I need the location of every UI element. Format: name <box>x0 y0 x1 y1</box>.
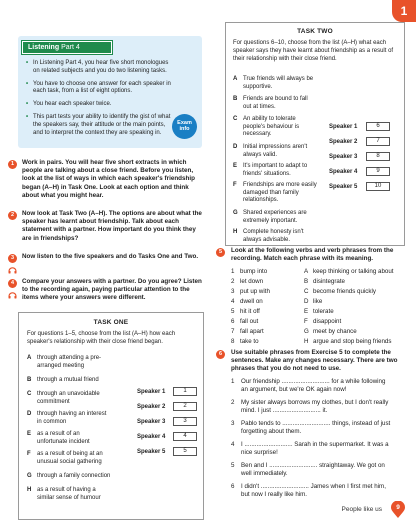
exercise-6-text: Use suitable phrases from Exercise 5 to complete the sentences. Make any changes necessary. There are two phrases that you do not need to use. <box>231 349 398 373</box>
match-right-letter: G <box>304 328 309 335</box>
info-bullet: • This part tests your ability to identify the gist of what the speakers say, their attitude or the main points, and to interpret the context they are speaking in. <box>26 114 174 137</box>
match-left-num: 7 <box>231 328 235 335</box>
match-left-phrase: dwell on <box>240 298 263 305</box>
match-right-letter: H <box>304 338 309 345</box>
task-one-title: TASK ONE <box>93 319 129 326</box>
exam-info-list <box>26 60 174 142</box>
match-left-num: 1 <box>231 268 235 275</box>
task-one-answer-box[interactable]: 1 <box>173 387 197 396</box>
matching-list <box>231 268 407 346</box>
info-bullet: • In Listening Part 4, you hear five short monologues on related subjects and you do two listening tasks. <box>26 60 174 76</box>
match-left-num: 4 <box>231 298 235 305</box>
match-left-num: 2 <box>231 278 235 285</box>
task-two-answer-box[interactable]: 6 <box>366 122 390 131</box>
exam-info-line1: Exam <box>177 120 192 126</box>
match-right-letter: D <box>304 298 309 305</box>
exercise-4-text: Compare your answers with a partner. Do you agree? Listen to the recording again, paying particular attention to the items where your answers were different. <box>22 278 202 302</box>
task-two-answer-box[interactable]: 7 <box>366 137 390 146</box>
info-bullet: • You have to choose one answer for each speaker in each task, from a list of eight options. <box>26 81 174 97</box>
task-one-box: TASK ONE For questions 1–5, choose from the list (A–H) how each speaker's relationship with their close friend began. A through attending a pre-arranged meeting B through a mutual friend C through an unavoidable commitment D through having an interest in common E as a result of an unfortunate incident F as a result of being at an unusual social gathering G through a family connection H as a result of having a similar sense of humour Speaker 1 1 Speaker 2 2 Speaker 3 3 Speaker 4 4 Speaker 5 5 <box>18 312 204 520</box>
exercise-2-text: Now look at Task Two (A–H). The options are about what the speaker has learnt about friendship. Talk about each statement with a partner. How important do you think they are in friendships? <box>22 210 202 242</box>
task-one-speaker-label: Speaker 4 <box>137 434 166 440</box>
match-right-meaning: keep thinking or talking about <box>313 268 394 275</box>
task-two-title: TASK TWO <box>297 28 333 35</box>
task-one-answer-box[interactable]: 5 <box>173 447 197 456</box>
exercise-number-3: 3 <box>8 254 17 263</box>
match-left-phrase: fall apart <box>240 328 264 335</box>
match-right-letter: B <box>304 278 309 285</box>
task-two-answer-box[interactable]: 8 <box>366 152 390 161</box>
exam-info-line2: info <box>179 126 190 133</box>
task-two-speaker-label: Speaker 2 <box>329 139 358 145</box>
task-one-instruction: For questions 1–5, choose from the list (A–H) how each speaker's relationship with their close friend began. <box>27 331 176 345</box>
headphones-icon[interactable] <box>8 291 17 299</box>
match-right-meaning: argue and stop being friends <box>313 338 392 345</box>
task-one-speaker-label: Speaker 1 <box>137 389 166 395</box>
task-one-answer-box[interactable]: 2 <box>173 402 197 411</box>
match-left-num: 3 <box>231 288 235 295</box>
task-one-answer-box[interactable]: 4 <box>173 432 197 441</box>
exercise-5-text: Look at the following verbs and verb phrases from the recording. Match each phrase with its meaning. <box>231 247 394 263</box>
match-right-meaning: disappoint <box>313 318 342 325</box>
exercise-number-4: 4 <box>8 279 17 288</box>
task-two-speaker-label: Speaker 5 <box>329 184 358 190</box>
listening-title: Listening <box>28 44 60 51</box>
match-left-phrase: take to <box>240 338 259 345</box>
match-right-letter: C <box>304 288 309 295</box>
task-two-answer-box[interactable]: 9 <box>366 167 390 176</box>
footer-unit-title: People like us <box>341 505 382 513</box>
task-two-instruction: For questions 6–10, choose from the list (A–H) what each speaker says they have learnt about friendship as a result of their relationship with their close friend. <box>233 40 394 62</box>
match-right-letter: A <box>304 268 309 275</box>
page-number: 9 <box>396 503 400 511</box>
exercise-number-6: 6 <box>216 350 225 359</box>
match-right-meaning: tolerate <box>313 308 334 315</box>
exercise-number-5: 5 <box>216 248 225 257</box>
match-right-meaning: disintegrate <box>313 278 345 285</box>
match-left-phrase: fall out <box>240 318 259 325</box>
match-left-phrase: put up with <box>240 288 270 295</box>
headphones-icon[interactable] <box>8 266 17 274</box>
exercise-3-text: Now listen to the five speakers and do Tasks One and Two. <box>22 253 199 260</box>
match-left-num: 8 <box>231 338 235 345</box>
match-right-meaning: meet by chance <box>313 328 357 335</box>
match-left-phrase: hit it off <box>240 308 260 315</box>
exam-info-badge[interactable] <box>172 114 197 139</box>
task-two-content <box>225 22 405 64</box>
task-one-speaker-label: Speaker 3 <box>137 419 166 425</box>
task-one-speaker-label: Speaker 2 <box>137 404 166 410</box>
task-two-speaker-label: Speaker 1 <box>329 124 358 130</box>
match-left-num: 5 <box>231 308 235 315</box>
exercise-number-1: 1 <box>8 160 17 169</box>
unit-number-badge: 1 <box>392 0 416 22</box>
match-right-meaning: like <box>313 298 323 305</box>
exercise-number-2: 2 <box>8 211 17 220</box>
match-left-phrase: let down <box>240 278 264 285</box>
task-one-speaker-label: Speaker 5 <box>137 449 166 455</box>
task-one-answer-box[interactable]: 3 <box>173 417 197 426</box>
match-right-letter: F <box>304 318 308 325</box>
match-right-meaning: become friends quickly <box>313 288 376 295</box>
match-left-num: 6 <box>231 318 235 325</box>
info-bullet: • You hear each speaker twice. <box>26 101 174 109</box>
listening-part-number: Part 4 <box>61 44 80 51</box>
task-two-speaker-label: Speaker 4 <box>329 169 358 175</box>
task-two-answer-box[interactable]: 10 <box>366 182 390 191</box>
listening-part-header <box>22 41 112 54</box>
task-two-speaker-label: Speaker 3 <box>329 154 358 160</box>
match-right-letter: E <box>304 308 309 315</box>
exercise-1-text: Work in pairs. You will hear five short extracts in which people are talking about a close friend. Before you listen, look at the list of ways in which each speaker's friendship began (A–H) in Task One. Look at each option and think about what you might hear. <box>22 159 195 199</box>
match-left-phrase: bump into <box>240 268 268 275</box>
